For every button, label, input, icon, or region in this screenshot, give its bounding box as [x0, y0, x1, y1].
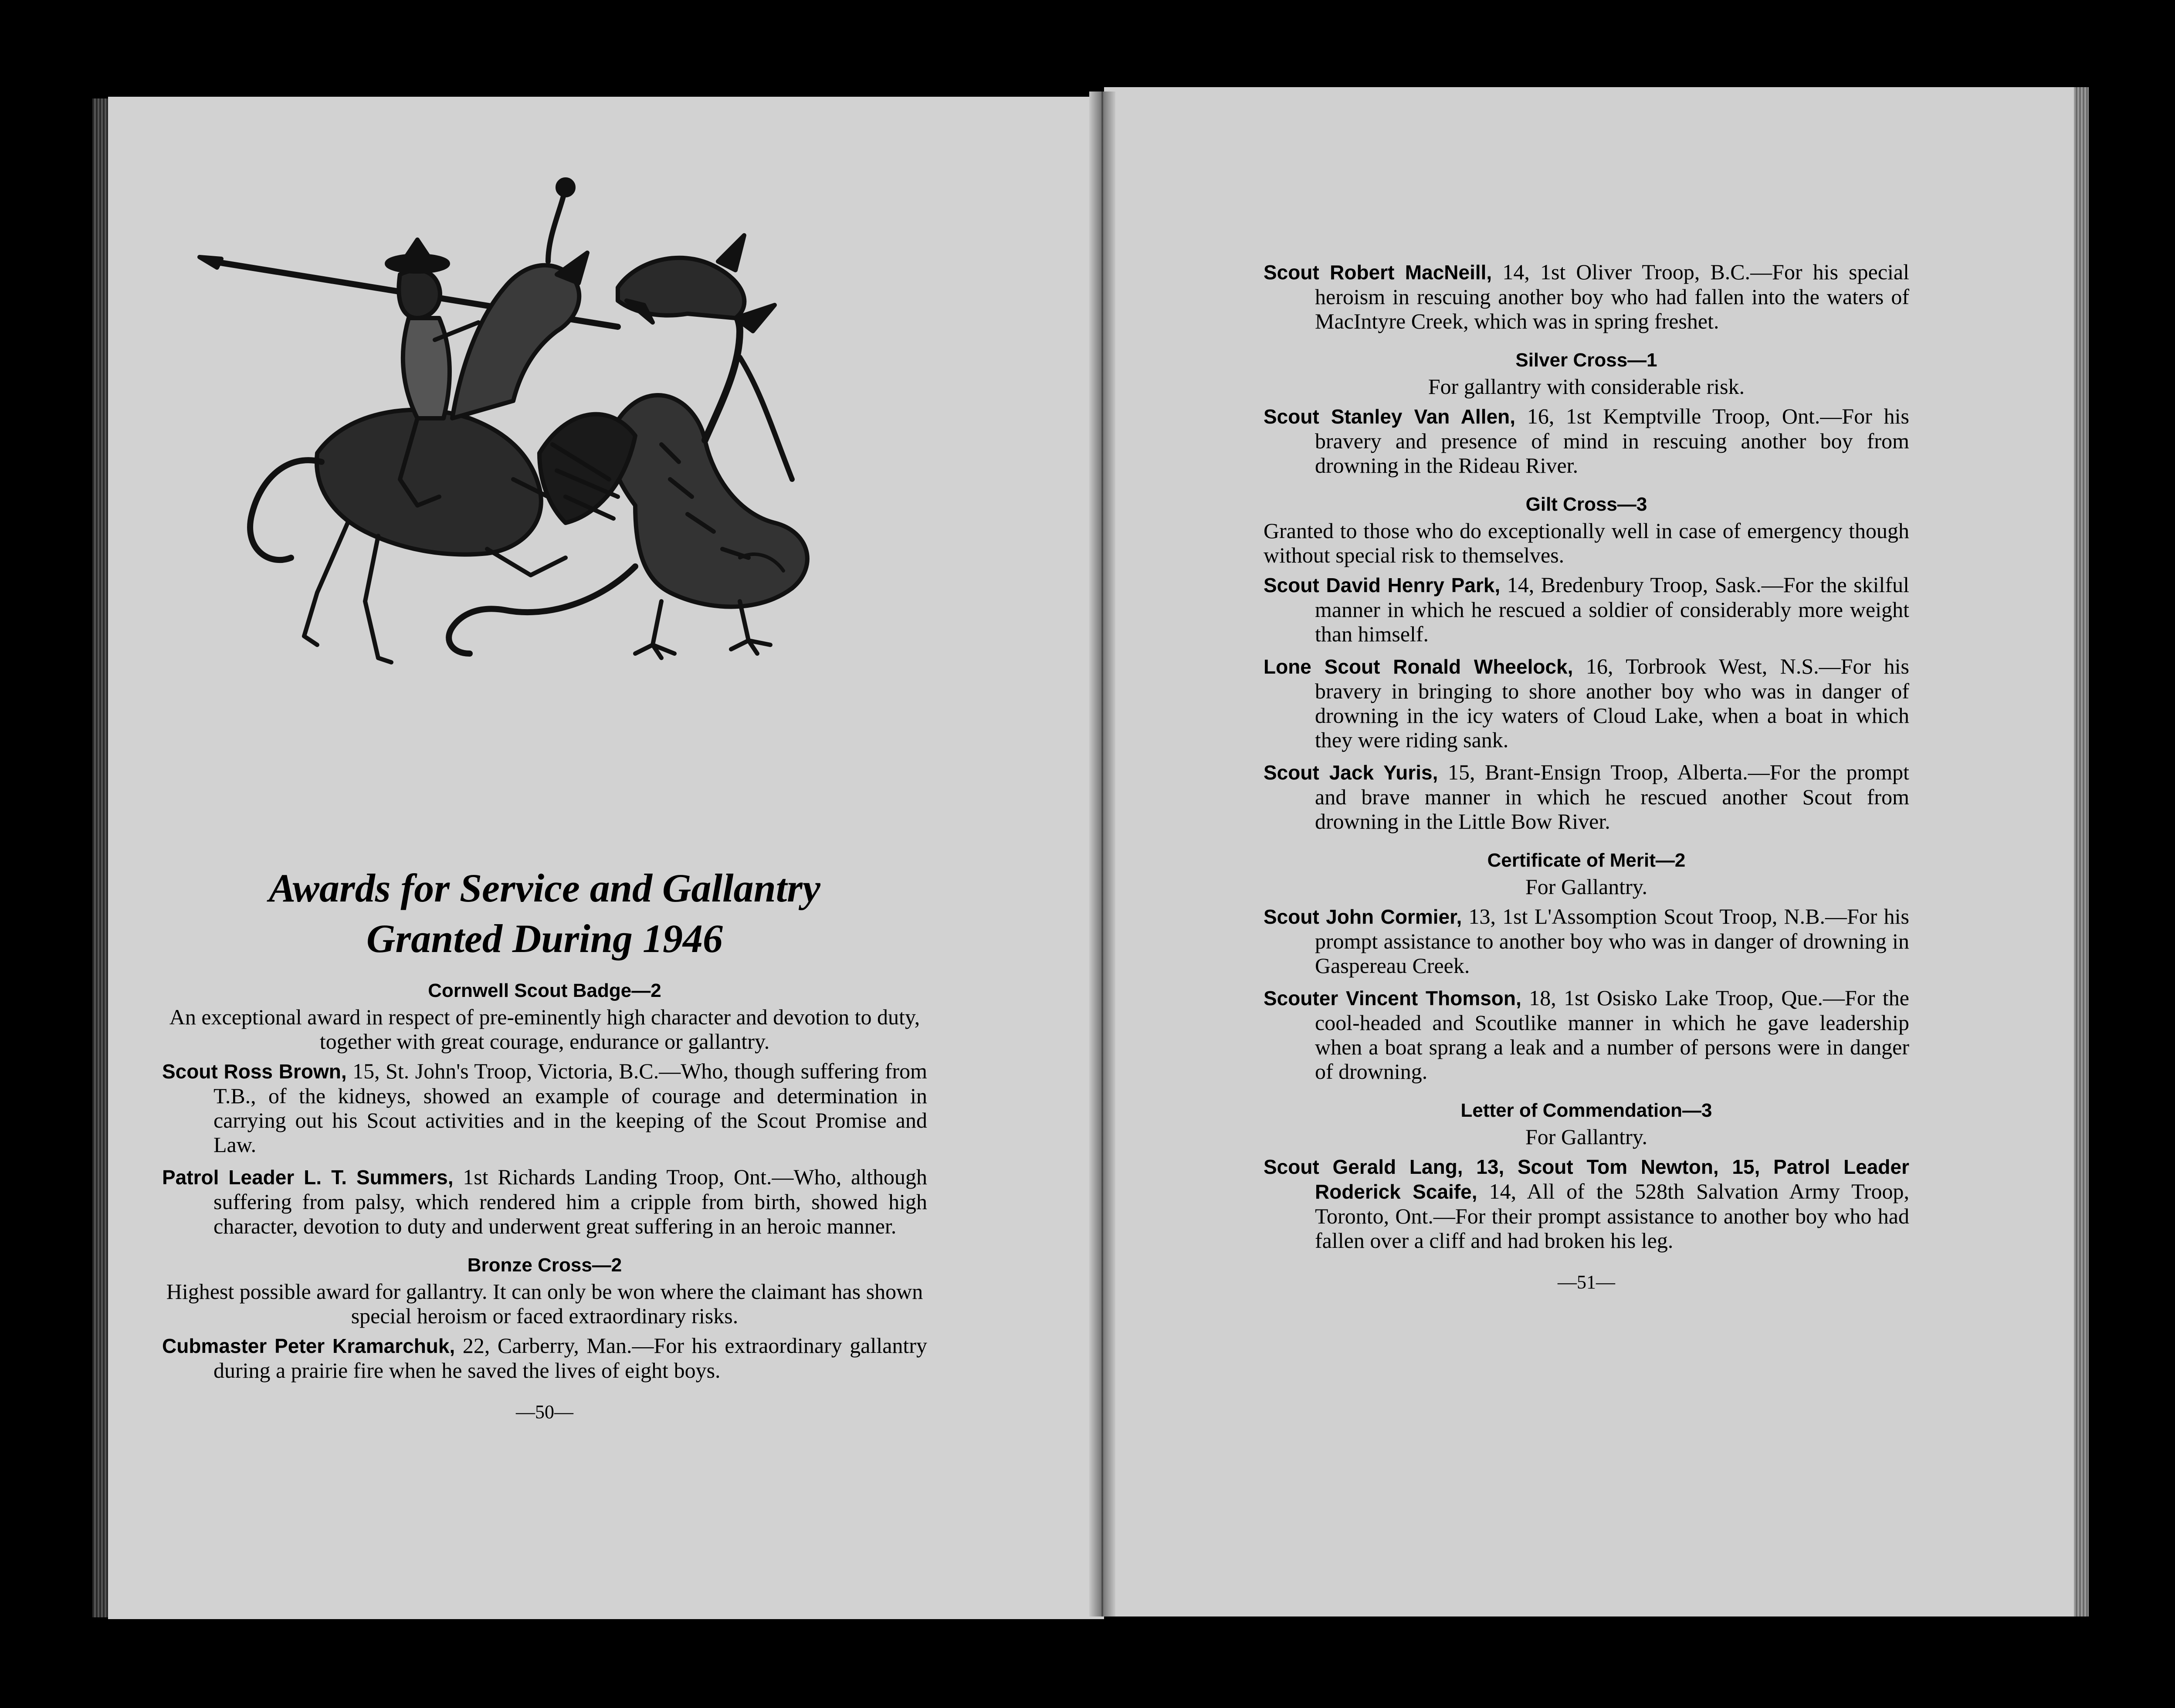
award-entry: [1264, 986, 1909, 1084]
section-description-gilt-cross: Granted to those who do exceptionally well in case of emergency though without special risk to themselves.: [1264, 518, 1909, 567]
section-description-silver-cross: For gallantry with considerable risk.: [1428, 374, 1745, 399]
award-recipient-name: Scout Stanley Van Allen,: [1264, 405, 1516, 428]
award-citation: 16, 1st Kemptville Troop, Ont.—For his bravery and presence of mind in rescuing another boy from drowning in the Rideau River.: [1315, 404, 1910, 478]
section-description-certificate-of-merit: For Gallantry.: [1525, 874, 1648, 899]
award-recipient-name: Scouter Vincent Thomson,: [1264, 987, 1521, 1010]
scout-dragon-illustration-icon: [173, 174, 888, 758]
award-citation: 14, 1st Oliver Troop, B.C.—For his special heroism in rescuing another boy who had fallen into the waters of MacIntyre Creek, which was in spring freshet.: [1315, 260, 1910, 333]
award-entry: [1264, 404, 1909, 478]
section-description-cornwell: An exceptional award in respect of pre-eminently high character and devotion to duty, together with great courage, endurance or gallantry.: [169, 1005, 920, 1054]
award-citation: 22, Carberry, Man.—For his extraordinary gallantry during a prairie fire when he saved the lives of eight boys.: [213, 1333, 928, 1383]
award-entry: [1264, 1154, 1909, 1253]
award-citation: 15, Brant-Ensign Troop, Alberta.—For the prompt and brave manner in which he rescued another Scout from drowning in the Little Bow River.: [1315, 760, 1909, 834]
title-line-1: Awards for Service and Gallantry: [269, 866, 820, 910]
award-recipient-name: Scout Jack Yuris,: [1264, 761, 1438, 784]
award-citation: 1st Richards Landing Troop, Ont.—Who, although suffering from palsy, which rendered him a cripple from birth, showed high character, devotion to duty and underwent great suffering in an heroic manner.: [213, 1165, 927, 1238]
award-entry: [1264, 260, 1909, 333]
book-right-edge: [2074, 87, 2089, 1616]
section-description-letter-of-commendation: For Gallantry.: [1525, 1125, 1648, 1149]
award-recipient-name: Lone Scout Ronald Wheelock,: [1264, 655, 1573, 678]
award-citation: 16, Torbrook West, N.S.—For his bravery in bringing to shore another boy who was in danger of drowning in the icy waters of Cloud Lake, when a boat in which they were riding sank.: [1315, 654, 1910, 752]
title-line-2: Granted During 1946: [366, 916, 723, 961]
award-recipient-name: Scout Gerald Lang, 13, Scout Tom Newton, 15, Patrol Leader Roderick Scaife,: [1264, 1156, 1909, 1203]
award-entry: [1264, 654, 1909, 752]
award-recipient-name: Scout Ross Brown,: [162, 1060, 347, 1083]
award-citation: 14, All of the 528th Salvation Army Troop, Toronto, Ont.—For their prompt assistance to another boy who had fallen over a cliff and had broken his leg.: [1315, 1179, 1910, 1253]
page-number-right: —51—: [1558, 1271, 1615, 1293]
award-recipient-name: Patrol Leader L. T. Summers,: [162, 1166, 454, 1189]
award-entry: [1264, 904, 1909, 978]
award-recipient-name: Scout John Cormier,: [1264, 905, 1462, 928]
award-citation: 14, Bredenbury Troop, Sask.—For the skilful manner in which he rescued a soldier of considerably more weight than himself.: [1315, 573, 1909, 646]
section-heading-certificate-of-merit: Certificate of Merit—2: [1487, 850, 1686, 871]
award-entry: [162, 1165, 927, 1238]
award-recipient-name: Scout Robert MacNeill,: [1264, 261, 1492, 284]
award-citation: 18, 1st Osisko Lake Troop, Que.—For the cool-headed and Scoutlike manner in which he gave leadership when a boat sprang a leak and a number of persons were in danger of drowning.: [1315, 986, 1909, 1084]
left-page-text: [162, 863, 927, 1424]
section-heading-cornwell: Cornwell Scout Badge—2: [428, 980, 661, 1001]
book-spine: [1089, 92, 1115, 1616]
award-entry: [162, 1333, 927, 1383]
section-heading-bronze-cross: Bronze Cross—2: [467, 1254, 622, 1276]
page-number-left: —50—: [516, 1401, 573, 1423]
award-entry: [1264, 573, 1909, 646]
section-heading-letter-of-commendation: Letter of Commendation—3: [1460, 1100, 1712, 1121]
section-heading-gilt-cross: Gilt Cross—3: [1525, 494, 1647, 515]
award-citation: 13, 1st L'Assomption Scout Troop, N.B.—For his prompt assistance to another boy who was in danger of drowning in Gaspereau Creek.: [1315, 904, 1910, 978]
right-page-text: [1264, 260, 1909, 1295]
award-recipient-name: Cubmaster Peter Kramarchuk,: [162, 1335, 455, 1357]
book-left-edge: [92, 98, 110, 1617]
award-recipient-name: Scout David Henry Park,: [1264, 574, 1501, 596]
section-heading-silver-cross: Silver Cross—1: [1515, 349, 1657, 371]
award-citation: 15, St. John's Troop, Victoria, B.C.—Who, though suffering from T.B., of the kidneys, showed an example of courage and determination in carrying out his Scout activities and in the keeping of the Scout Promise and Law.: [213, 1059, 927, 1157]
page-title: [162, 863, 927, 964]
award-entry: [1264, 760, 1909, 834]
award-entry: [162, 1059, 927, 1157]
section-description-bronze-cross: Highest possible award for gallantry. It can only be won where the claimant has shown special heroism or faced extraordinary risks.: [166, 1279, 923, 1328]
